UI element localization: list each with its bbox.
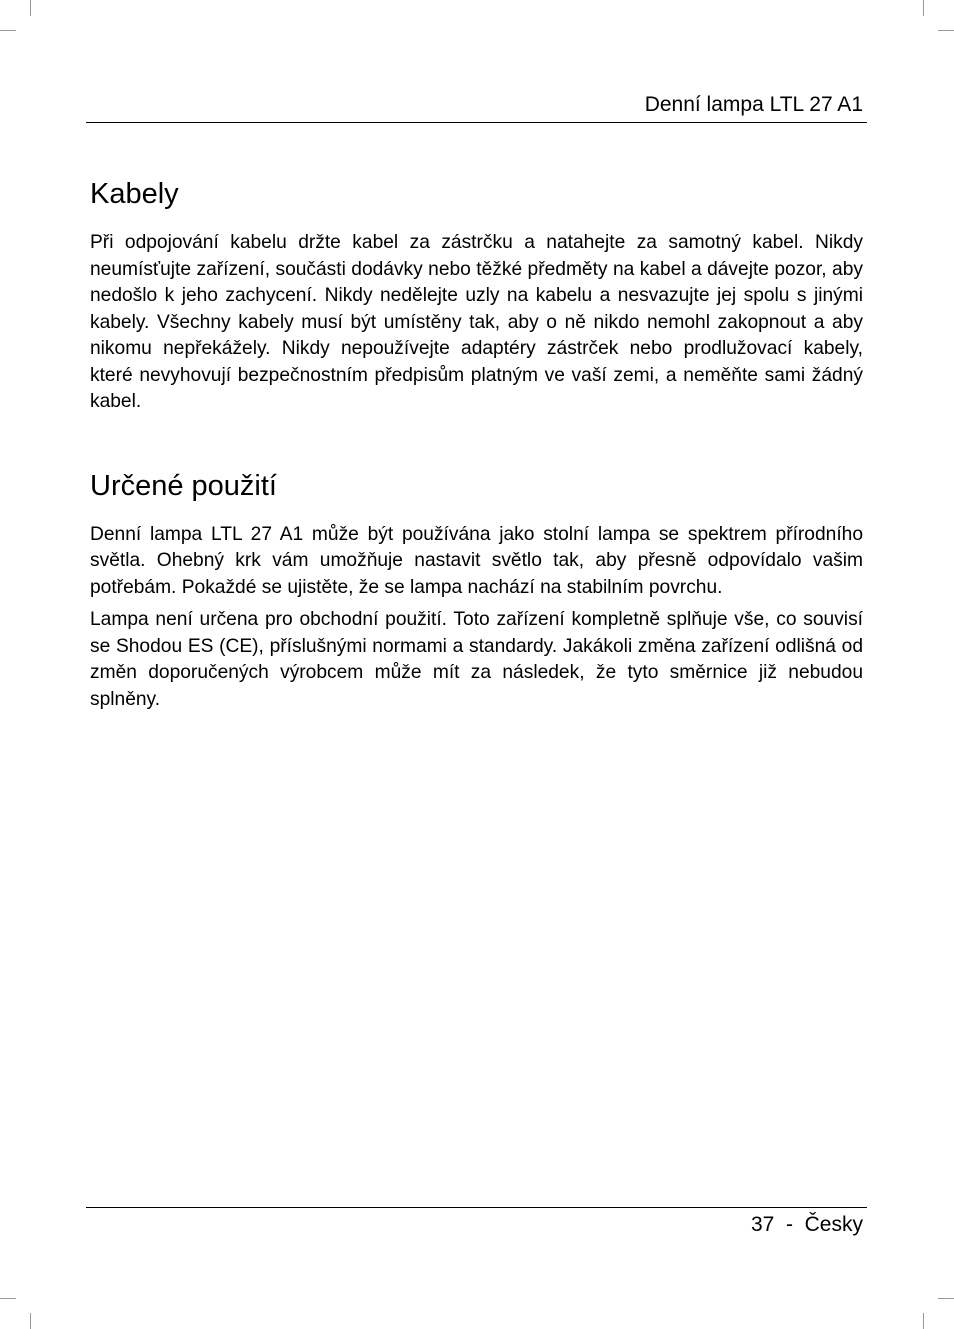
crop-mark-bottom-right-h	[938, 1298, 954, 1299]
page-header	[86, 88, 867, 123]
page-footer	[86, 1207, 867, 1236]
section-title-urcene-pouziti: Určené použití	[90, 469, 277, 502]
crop-mark-top-right	[923, 0, 924, 16]
crop-mark-top-left	[30, 0, 31, 16]
header-title: Denní lampa LTL 27 A1	[644, 93, 863, 116]
paragraph-urcene-pouziti-1: Denní lampa LTL 27 A1 může být používána jako stolní lampa se spektrem přírodního světla. Ohebný krk vám umožňuje nastavit světlo tak, aby přesně odpovídalo vašim potřebám. Pokaždé se ujistěte, že se lampa nachází na stabilním povrchu.	[90, 523, 863, 598]
page-number-label: 37 - Česky	[750, 1213, 863, 1236]
section-kabely	[90, 176, 863, 416]
page-content	[90, 176, 863, 713]
crop-mark-top-right-h	[938, 30, 954, 31]
section-title-kabely: Kabely	[90, 178, 179, 210]
paragraph-urcene-pouziti-2: Lampa není určena pro obchodní použití. Toto zařízení kompletně splňuje vše, co souvisí se Shodou ES (CE), příslušnými normami a standardy. Jakákoli změna zařízení odlišná od změn doporučených výrobcem může mít za následek, že tyto směrnice již nebudou splněny.	[90, 609, 863, 710]
crop-mark-bottom-right	[923, 1313, 924, 1329]
paragraph-kabely: Při odpojování kabelu držte kabel za zástrčku a natahejte za samotný kabel. Nikdy neumísťujte zařízení, součásti dodávky nebo těžké předměty na kabel a dávejte pozor, aby nedošlo k jeho zachycení. Nikdy nedělejte uzly na kabelu a nesvazujte jej spolu s jinými kabely. Všechny kabely musí být umístěny tak, aby o ně nikdo nemohl zakopnout a aby nikomu nepřekážely. Nikdy nepoužívejte adaptéry zástrček nebo prodlužovací kabely, které nevyhovují bezpečnostním předpisům platným ve vaší zemi, a neměňte sami žádný kabel.	[90, 232, 863, 412]
crop-mark-bottom-left	[30, 1313, 31, 1329]
section-urcene-pouziti	[90, 468, 863, 714]
section-spacer	[90, 416, 863, 468]
crop-mark-top-left-h	[0, 30, 16, 31]
crop-mark-bottom-left-h	[0, 1298, 16, 1299]
